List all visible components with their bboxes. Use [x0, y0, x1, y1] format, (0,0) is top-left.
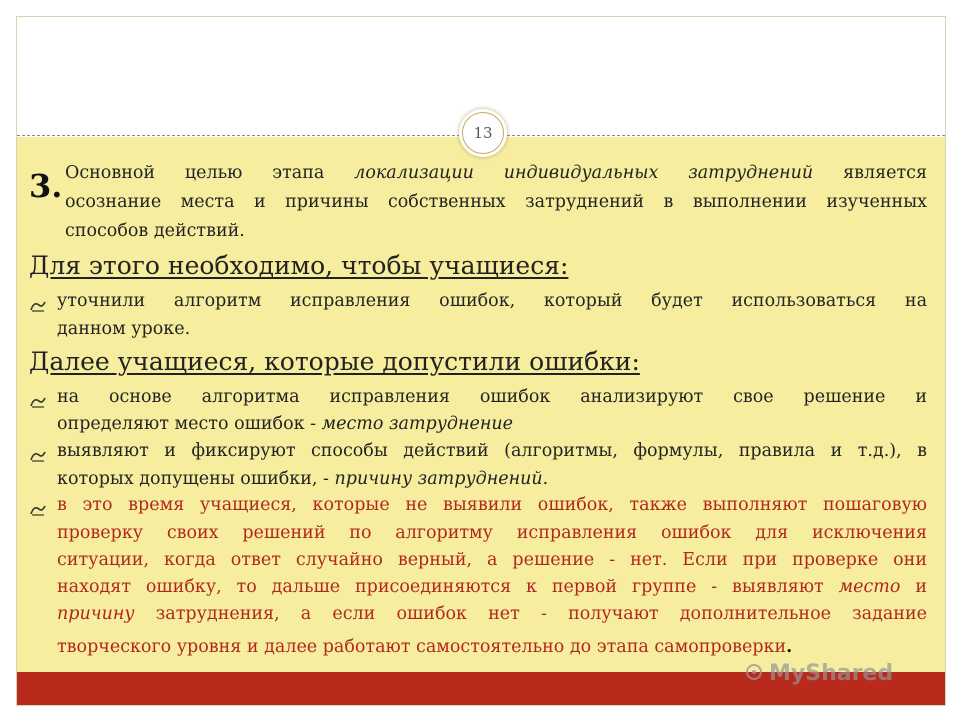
bullet-4-line-2: проверку своих решений по алгоритму исправления ошибок для исключения: [57, 523, 927, 543]
slide-content: [17, 137, 945, 672]
heading-1: Для этого необходимо, чтобы учащиеся:: [29, 251, 569, 280]
bullet-3-line-1: выявляют и фиксируют способы действий (алгоритмы, формулы, правила и т.д.), в: [57, 441, 927, 461]
bullet-icon: [29, 449, 47, 463]
bullet-2-line-1: на основе алгоритма исправления ошибок анализируют свое решение и: [57, 387, 927, 407]
intro-line-2: осознание места и причины собственных затруднений в выполнении изученных: [65, 192, 927, 212]
page-number: 13: [462, 112, 504, 154]
bullet-icon: [29, 395, 47, 409]
bullet-4-line-4: находят ошибку, то дальше присоединяются к первой группе - выявляют место и: [57, 577, 927, 597]
section-number: 3.: [29, 167, 63, 205]
slide-frame: [16, 16, 946, 706]
bullet-4-line-1: в это время учащиеся, которые не выявили ошибок, также выполняют пошаговую: [57, 495, 927, 515]
intro-line-3: способов действий.: [65, 221, 245, 241]
watermark-icon: [745, 663, 763, 681]
bullet-3-line-2: которых допущены ошибки, - причину затруднений.: [57, 469, 549, 489]
bullet-4-line-6: творческого уровня и далее работают самостоятельно до этапа самопроверки.: [57, 637, 793, 657]
bullet-1-line-1: уточнили алгоритм исправления ошибок, который будет использоваться на: [57, 291, 927, 311]
bullet-4-line-5: причину затруднения, а если ошибок нет - получают дополнительное задание: [57, 604, 927, 624]
page-number-badge: [459, 109, 507, 157]
intro-line-1: Основной целью этапа локализации индивидуальных затруднений является: [65, 163, 927, 183]
bullet-2-line-2: определяют место ошибок - место затруднение: [57, 414, 514, 434]
bullet-4-line-3: ситуации, когда ответ случайно верный, а решение - нет. Если при проверке они: [57, 550, 927, 570]
bullet-icon: [29, 299, 47, 313]
bullet-icon: [29, 503, 47, 517]
heading-2: Далее учащиеся, которые допустили ошибки:: [29, 347, 640, 376]
bullet-1-line-2: данном уроке.: [57, 319, 191, 339]
watermark-logo: MyShared: [769, 661, 893, 686]
